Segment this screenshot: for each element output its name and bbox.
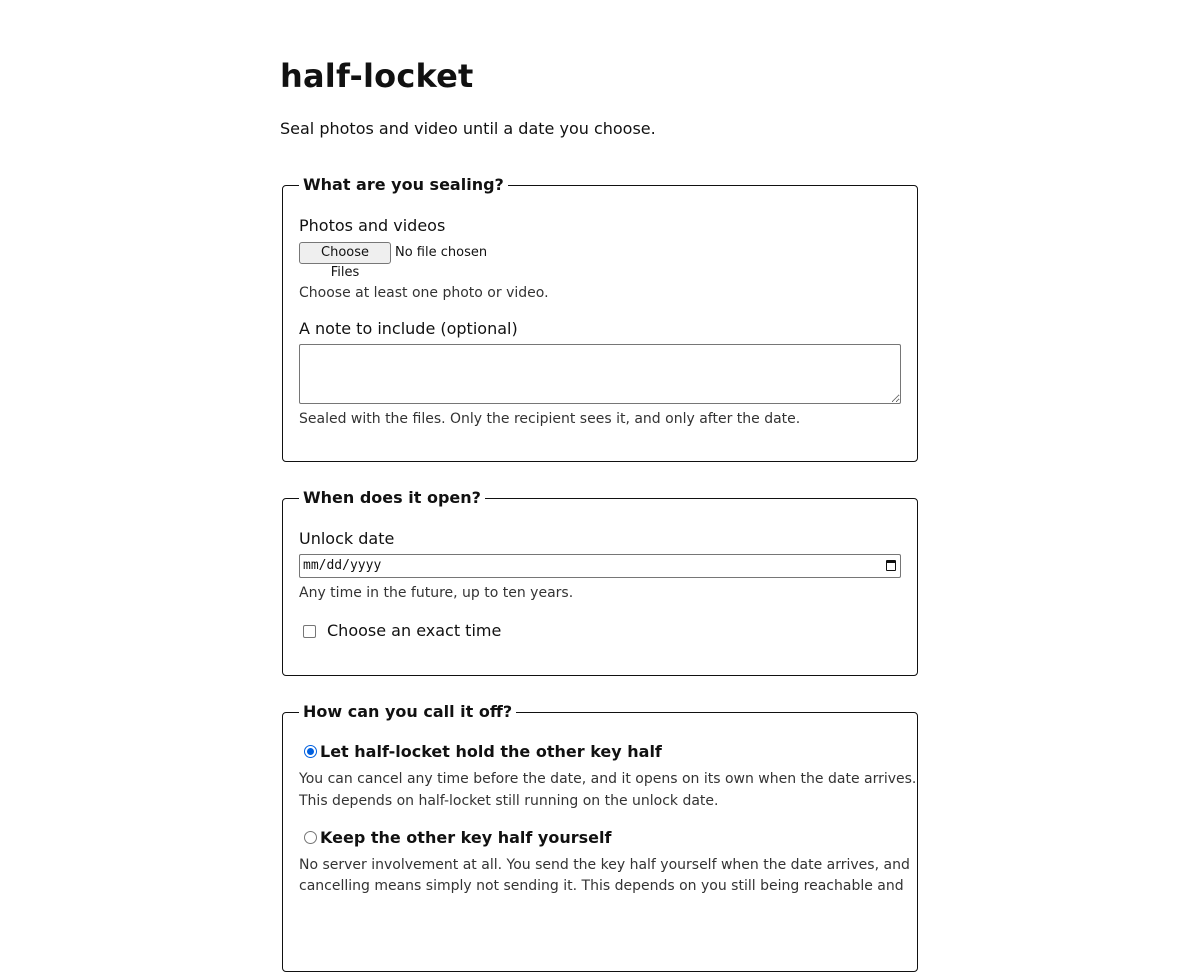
option-self-key-desc-line2: cancelling means simply not sending it. This depends on you still being reachable and: [299, 878, 904, 894]
option-server-key-title[interactable]: Let half-locket hold the other key half: [320, 742, 662, 761]
page-subtitle: Seal photos and video until a date you choose.: [280, 119, 656, 138]
option-server-key-desc-line2: This depends on half-locket still running on the unlock date.: [299, 793, 719, 809]
option-server-key-desc-line1: You can cancel any time before the date, and it opens on its own when the date arrives.: [299, 771, 917, 787]
note-textarea[interactable]: [299, 344, 901, 404]
note-hint: Sealed with the files. Only the recipient sees it, and only after the date.: [299, 411, 801, 427]
file-status-text: No file chosen: [395, 245, 488, 260]
files-label: Photos and videos: [299, 216, 446, 235]
files-section: [282, 175, 918, 462]
option-self-key-desc-line1: No server involvement at all. You send the key half yourself when the date arrives, and: [299, 857, 910, 873]
files-section-legend: What are you sealing?: [299, 173, 508, 197]
cancel-section-legend: How can you call it off?: [299, 700, 516, 724]
files-hint: Choose at least one photo or video.: [299, 285, 549, 301]
calendar-icon[interactable]: [886, 560, 896, 571]
cancel-section: [282, 702, 918, 972]
choose-files-button[interactable]: Choose Files: [299, 242, 391, 264]
unlock-date-hint: Any time in the future, up to ten years.: [299, 585, 574, 601]
unlock-date-placeholder: mm/dd/yyyy: [303, 558, 382, 573]
date-section-legend: When does it open?: [299, 486, 485, 510]
exact-time-checkbox[interactable]: [303, 625, 316, 638]
exact-time-label[interactable]: Choose an exact time: [327, 621, 502, 640]
date-section: [282, 488, 918, 676]
option-self-key-title[interactable]: Keep the other key half yourself: [320, 828, 612, 847]
radio-self-key[interactable]: [304, 831, 317, 844]
unlock-date-input[interactable]: [299, 554, 901, 578]
unlock-date-label: Unlock date: [299, 529, 395, 548]
radio-server-key[interactable]: [304, 745, 317, 758]
note-label: A note to include (optional): [299, 319, 518, 338]
page-title: half-locket: [280, 57, 474, 95]
